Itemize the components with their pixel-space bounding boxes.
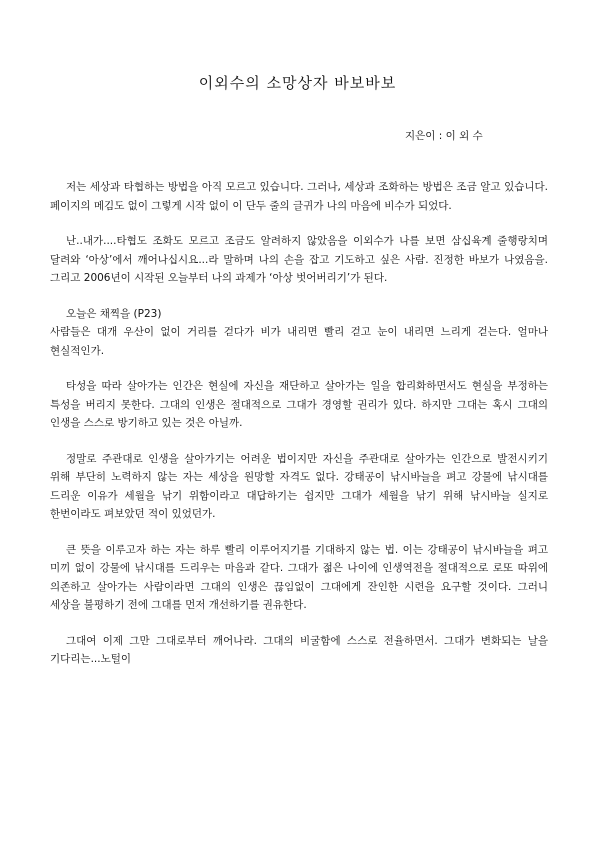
document-title: 이외수의 소망상자 바보바보	[198, 74, 397, 92]
paragraph: 난..내가....타협도 조화도 모르고 조금도 알려하지 않았음을 이외수가 나를 보면 삼십육계 줄행랑치며 달려와 ‘아상’에서 깨어나십시요...라 말하며 나의 손을 잡고 기도하고 싶은 사람. 진정한 바보가 나였음을. 그리고 2006년이 시작된 오늘부터 나의 과제가 ‘아상 벗어버리기’가 된다.	[50, 235, 548, 284]
paragraph-heading: 오늘은 채찍을 (P23)	[66, 307, 162, 320]
paragraph: 큰 뜻을 이루고자 하는 자는 하루 빨리 이루어지기를 기대하지 않는 법. 이는 강태공이 낚시바늘을 펴고 미끼 없이 강물에 낚시대를 드리우는 마음과 같다. 그대가 젊은 나이에 인생역전을 절대적으로 로또 따위에 의존하고 살아가는 사람이라면 그대의 인생은 끊임없이 그대에게 잔인한 시련을 요구할 것이다. 그러니 세상을 불평하기 전에 그대를 먼저 개선하기를 권유한다.	[50, 543, 548, 611]
paragraph: 타성을 따라 살아가는 인간은 현실에 자신을 재단하고 살아가는 일을 합리화하면서도 현실을 부정하는 특성을 버리지 못한다. 그대의 인생은 절대적으로 그대가 경영할 권리가 있다. 하지만 그대는 혹시 그대의 인생을 스스로 방기하고 있는 것은 아닐까.	[50, 380, 548, 429]
document-body	[50, 178, 548, 686]
paragraph: 그대여 이제 그만 그대로부터 깨어나라. 그대의 비굴함에 스스로 전율하면서. 그대가 변화되는 날을 기다리는...노털이	[50, 634, 548, 665]
author-line: 지은이 : 이 외 수	[405, 130, 483, 142]
paragraph: 사람들은 대개 우산이 없이 거리를 걷다가 비가 내리면 빨리 걷고 눈이 내리면 느리게 걷는다. 얼마나 현실적인가.	[50, 326, 548, 357]
paragraph: 정말로 주관대로 인생을 살아가기는 어려운 법이지만 자신을 주관대로 살아가는 인간으로 발전시키기 위해 부단히 노력하지 않는 자는 세상을 원망할 자격도 없다. 강태공이 낚시바늘을 펴고 강물에 낚시대를 드리운 이유가 세월을 낚기 위함이라고 대답하기는 쉽지만 그대가 세월을 낚기 위해 낚시바늘 실지로 한번이라도 펴보았던 적이 있었던가.	[50, 452, 548, 520]
paragraph: 저는 세상과 타협하는 방법을 아직 모르고 있습니다. 그러나, 세상과 조화하는 방법은 조금 알고 있습니다. 페이지의 메김도 없이 그렇게 시작 없이 이 단두 줄의 글귀가 나의 마음에 비수가 되었다.	[50, 181, 548, 212]
